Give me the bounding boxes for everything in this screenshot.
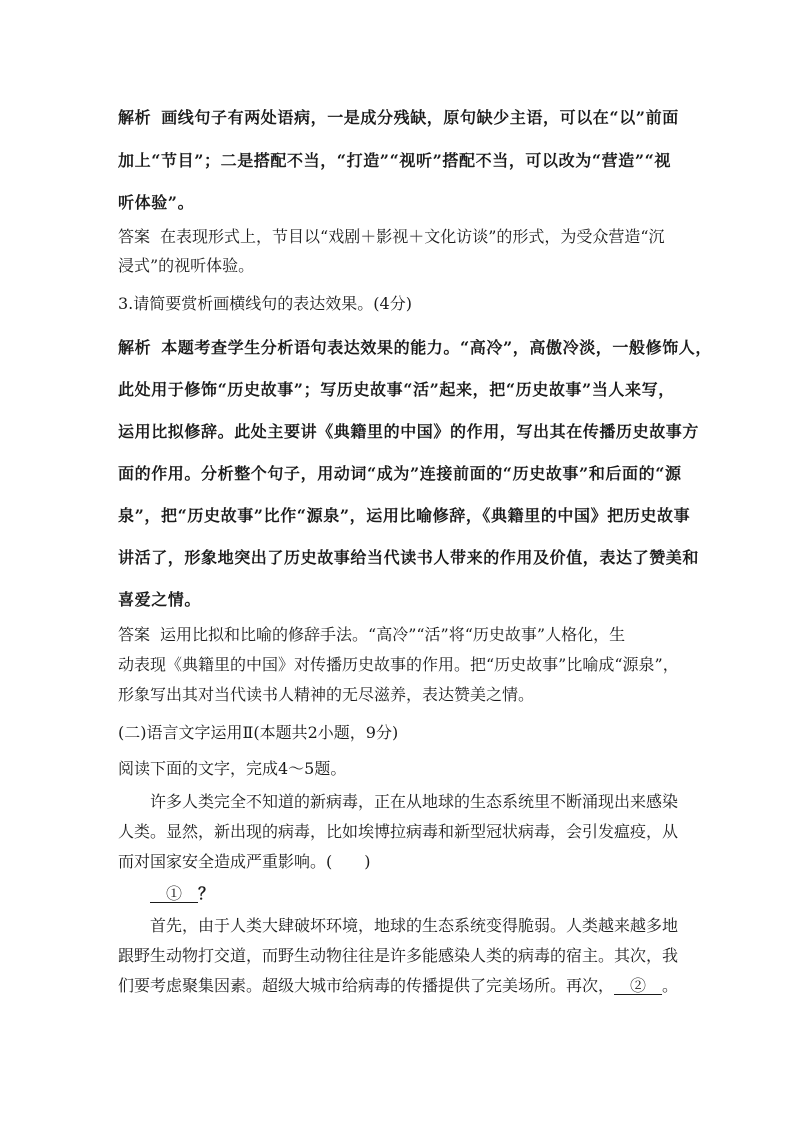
section-instruction: 阅读下面的文字，完成4～5题。: [118, 759, 347, 778]
q3-analysis-line-2: 此处用于修饰“历史故事”；写历史故事“活”起来，把“历史故事”当人来写，: [118, 380, 675, 399]
q3-analysis-line-1: 解析 本题考查学生分析语句表达效果的能力。“高冷”，高傲冷淡，一般修饰人，: [118, 338, 713, 357]
analysis-label: 解析: [118, 338, 152, 357]
passage-p1-line-2: 人类。显然，新出现的病毒，比如埃博拉病毒和新型冠状病毒，会引发瘟疫，从: [118, 822, 679, 841]
q3-answer-line-3: 形象写出其对当代读书人精神的无尽滋养，表达赞美之情。: [118, 685, 535, 704]
passage-p3-line-2: 跟野生动物打交道，而野生动物往往是许多能感染人类的病毒的宿主。其次，我: [118, 946, 679, 965]
q2-analysis-line-1: 解析 画线句子有两处语病，一是成分残缺，原句缺少主语，可以在“以”前面: [118, 108, 679, 127]
q3-analysis-line-7: 喜爱之情。: [118, 590, 202, 609]
passage-blank-1-line: ① ？: [150, 884, 215, 903]
section-heading: (二)语言文字运用Ⅱ(本题共2小题，9分): [118, 723, 399, 742]
q2-answer-line-2: 浸式”的视听体验。: [118, 256, 255, 275]
passage-p1-line-3: 而对国家安全造成严重影响。( ): [118, 852, 371, 871]
q2-analysis-line-2: 加上“节目”；二是搭配不当，“打造”“视听”搭配不当，可以改为“营造”“视: [118, 151, 672, 170]
q3-analysis-line-4: 面的作用。分析整个句子，用动词“成为”连接前面的“历史故事”和后面的“源: [118, 464, 682, 483]
blank-2: ②: [614, 976, 663, 995]
q3-answer-line-1: 答案 运用比拟和比喻的修辞手法。“高冷”“活”将“历史故事”人格化，生: [118, 625, 626, 644]
analysis-label: 解析: [118, 108, 152, 127]
q3-question: 3.请简要赏析画横线句的表达效果。(4分): [118, 294, 412, 313]
q3-answer-line-2: 动表现《典籍里的中国》对传播历史故事的作用。把“历史故事”比喻成“源泉”，: [118, 655, 679, 674]
answer-label: 答案: [118, 227, 151, 246]
blank-1: ①: [150, 884, 199, 903]
q3-analysis-line-6: 讲活了，形象地突出了历史故事给当代读书人带来的作用及价值，表达了赞美和: [118, 548, 700, 567]
answer-label: 答案: [118, 625, 151, 644]
q2-answer-line-1: 答案 在表现形式上，节目以“戏剧＋影视＋文化访谈”的形式，为受众营造“沉: [118, 227, 665, 246]
q3-analysis-line-5: 泉”，把“历史故事”比作“源泉”，运用比喻修辞，《典籍里的中国》把历史故事: [118, 506, 691, 525]
passage-p3-line-1: 首先，由于人类大肆破坏环境，地球的生态系统变得脆弱。人类越来越多地: [150, 916, 679, 935]
q2-analysis-line-3: 听体验”。: [118, 193, 195, 212]
q3-analysis-line-3: 运用比拟修辞。此处主要讲《典籍里的中国》的作用，写出其在传播历史故事方: [118, 422, 700, 441]
passage-p1-line-1: 许多人类完全不知道的新病毒，正在从地球的生态系统里不断涌现出来感染: [150, 792, 679, 811]
passage-p3-line-3: 们要考虑聚集因素。超级大城市给病毒的传播提供了完美场所。再次， ② 。: [118, 976, 679, 995]
